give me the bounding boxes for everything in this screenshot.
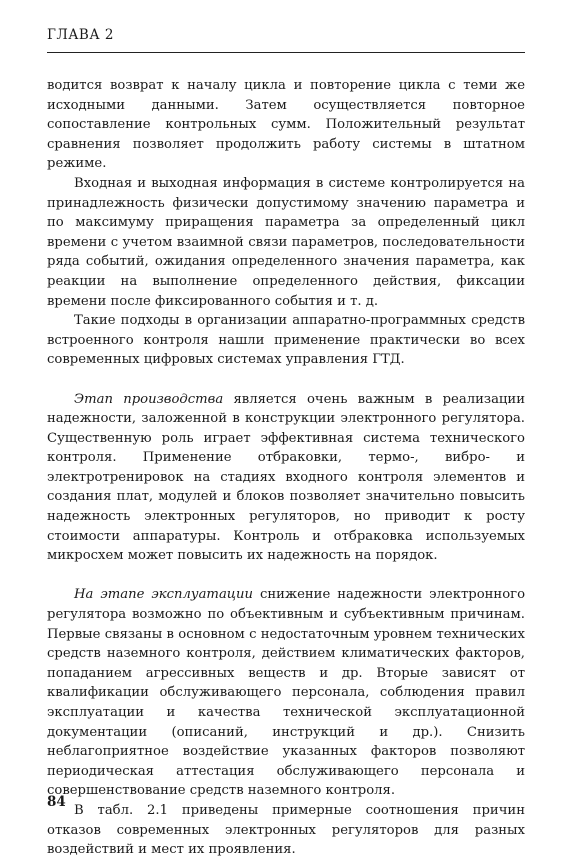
page-number: 84 (47, 794, 66, 810)
paragraph-6 (47, 801, 525, 860)
running-header: ГЛАВА 2 (47, 27, 114, 43)
page-body (47, 76, 525, 860)
paragraph-5 (47, 585, 525, 801)
paragraph-4-lead: Этап производства (74, 391, 224, 407)
paragraph-2-text: Входная и выходная информация в системе контролируется на принадлежность физически допустимому значению параметра и по максимуму приращения параметра за определенный цикл времени с учетом взаимной связи параметров, последовательности ряда событий, ожидания определенного значения параметра, как реакции на выполнение определенного действия, фиксации времени после фиксированного события и т. д. (47, 175, 525, 309)
paragraph-2 (47, 174, 525, 311)
paragraph-6-text: В табл. 2.1 приведены примерные соотношения причин отказов современных электронных регуляторов для разных воздействий и мест их проявления. (47, 802, 525, 858)
paragraph-1-text: водится возврат к началу цикла и повторение цикла с теми же исходными данными. Затем осуществляется повторное сопоставление контрольных сумм. Положительный результат сравнения позволяет продолжить работу системы в штатном режиме. (47, 78, 525, 172)
paragraph-5-text: снижение надежности электронного регулятора возможно по объективным и субъективным причинам. Первые связаны в основном с недостаточным уровнем технических средств наземного контроля, действием климатических факторов, попаданием агрессивных веществ и др. Вторые зависят от квалификации обслуживающего персонала, соблюдения правил эксплуатации и качества технической эксплуатационной документации (описаний, инструкций и др.). Снизить неблагоприятное воздействие указанных факторов позволяют периодическая аттестация обслуживающего персонала и совершенствование средств наземного контроля. (47, 587, 526, 799)
paragraph-1 (47, 76, 525, 174)
paragraph-4-text: является очень важным в реализации надежности, заложенной в конструкции электронного регулятора. Существенную роль играет эффективная система технического контроля. Применение отбраковки, термо-, вибро- и электротренировок на стадиях входного контроля элементов и создания плат, модулей и блоков позволяет значительно повысить надежность электронных регуляторов, но приводит к росту стоимости аппаратуры. Контроль и отбраковка используемых микросхем может повысить их надежность на порядок. (47, 391, 525, 564)
paragraph-3 (47, 311, 525, 370)
paragraph-5-lead: На этапе эксплуатации (74, 587, 253, 603)
paragraph-4 (47, 390, 525, 566)
paragraph-3-text: Такие подходы в организации аппаратно-программных средств встроенного контроля нашли применение практически во всех современных цифровых системах управления ГТД. (47, 313, 525, 368)
header-divider (47, 52, 525, 53)
